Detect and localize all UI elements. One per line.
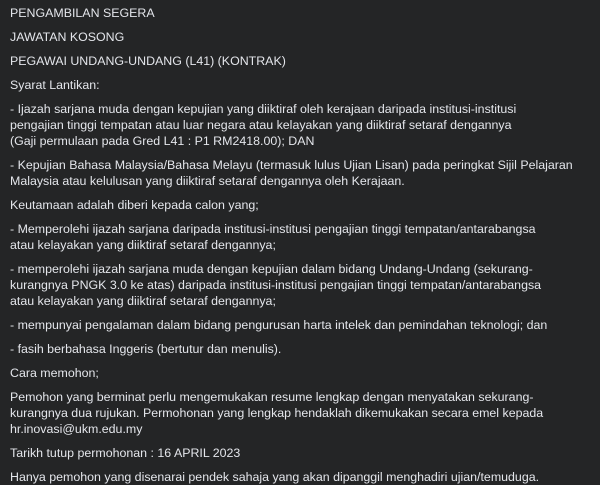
- priority-item: - memperolehi ijazah sarjana muda dengan kepujian dalam bidang Undang-Undang (sekurang- kurangnya PNGK 3.0 ke atas) daripada institusi-institusi pengajian tinggi tempatan/antarabangsa atau kelayakan yang diiktiraf setaraf dengannya;: [10, 262, 542, 308]
- requirements-title: Syarat Lantikan:: [10, 78, 100, 92]
- requirement-item: - Ijazah sarjana muda dengan kepujian yang diiktiraf oleh kerajaan daripada institusi-institusi pengajian tinggi tempatan atau luar negara atau kelayakan yang diiktiraf setaraf dengannya (Gaji permulaan pada Gred L41 : P1 RM2418.00); DAN: [10, 102, 517, 148]
- priority-item: - mempunyai pengalaman dalam bidang pengurusan harta intelek dan pemindahan teknologi; dan: [10, 318, 548, 332]
- footer-note: Hanya pemohon yang disenarai pendek sahaja yang akan dipanggil menghadiri ujian/temuduga.: [10, 470, 540, 484]
- apply-title: Cara memohon;: [10, 366, 99, 380]
- post-subheading: JAWATAN KOSONG: [10, 30, 125, 44]
- position-title: PEGAWAI UNDANG-UNDANG (L41) (KONTRAK): [10, 54, 286, 68]
- post-heading: PENGAMBILAN SEGERA: [10, 6, 155, 20]
- closing-date: Tarikh tutup permohonan : 16 APRIL 2023: [10, 446, 241, 460]
- priority-item: - Memperolehi ijazah sarjana daripada institusi-institusi pengajian tinggi tempatan/antarabangsa atau kelayakan yang diiktiraf setaraf dengannya;: [10, 222, 536, 252]
- apply-instructions: Pemohon yang berminat perlu mengemukakan resume lengkap dengan menyatakan sekurang- kurangnya dua rujukan. Permohonan yang lengkap hendaklah dikemukakan secara emel kepada hr.inovasi@ukm.edu.my: [10, 390, 544, 436]
- priority-title: Keutamaan adalah diberi kepada calon yang;: [10, 198, 259, 212]
- priority-item: - fasih berbahasa Inggeris (bertutur dan menulis).: [10, 342, 282, 356]
- requirement-item: - Kepujian Bahasa Malaysia/Bahasa Melayu (termasuk lulus Ujian Lisan) pada peringkat Sijil Pelajaran Malaysia atau kelulusan yang diiktiraf setaraf dengannya oleh Kerajaan.: [10, 158, 573, 188]
